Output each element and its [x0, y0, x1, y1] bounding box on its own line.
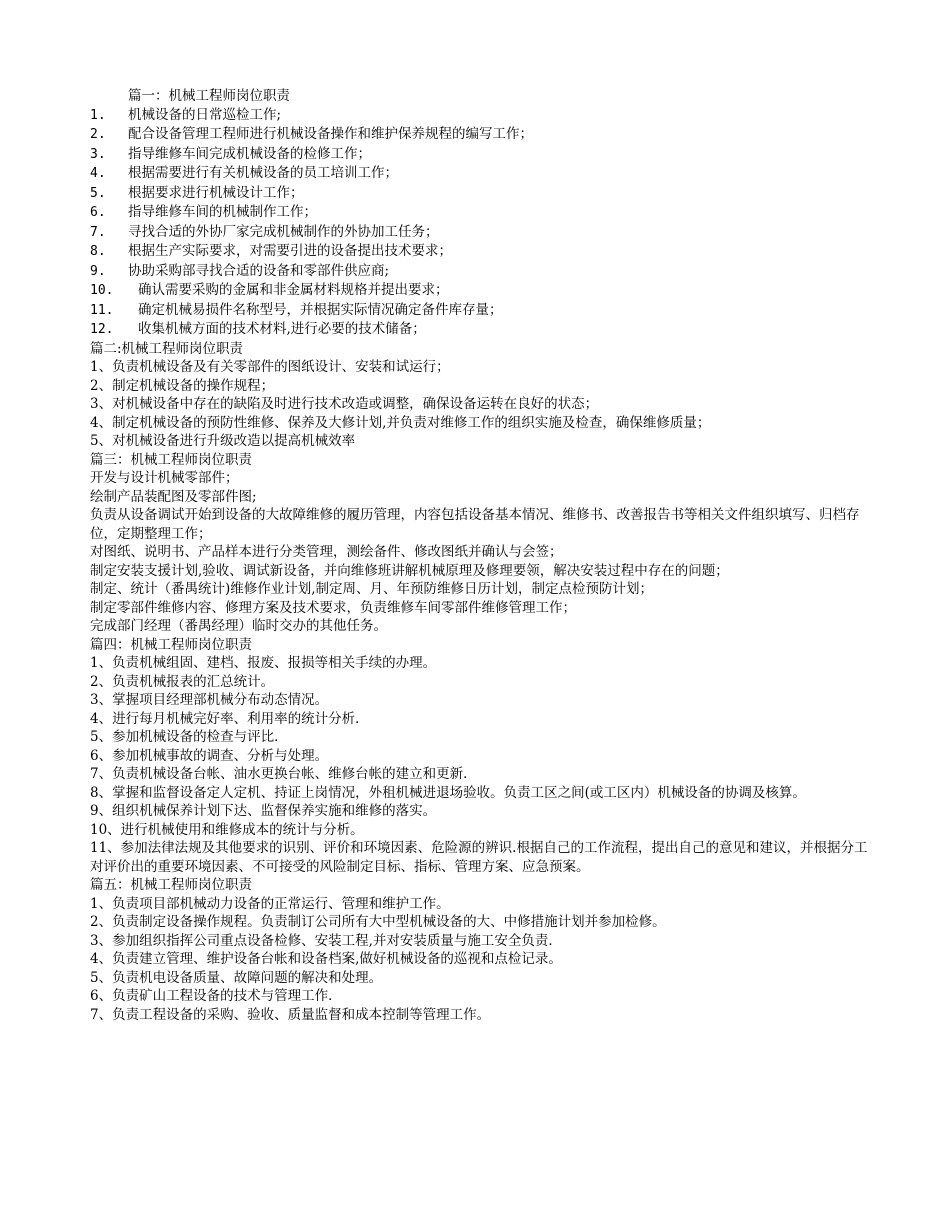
paragraph-line: 8、掌握和监督设备定人定机、持证上岗情况，外租机械进退场验收。负责工区之间(或工区内）机械设备的协调及核算。: [90, 784, 806, 801]
list-item: [90, 301, 870, 321]
item-number: 5.: [90, 185, 106, 201]
paragraph-line: 5、负责机电设备质量、故障问题的解决和处理。: [90, 969, 383, 986]
paragraph-line: 4、制定机械设备的预防性维修、保养及大修计划,并负责对维修工作的组织实施及检查，确保维修质量；: [90, 414, 711, 431]
paragraph-line: 2、制定机械设备的操作规程；: [90, 377, 275, 394]
list-item: [90, 106, 870, 126]
item-number: 12.: [90, 322, 114, 337]
item-text: 根据生产实际要求，对需要引进的设备提出技术要求；: [128, 243, 452, 259]
list-item: [90, 203, 870, 223]
paragraph-line: 4、进行每月机械完好率、利用率的统计分析．: [90, 710, 369, 727]
item-number: 7.: [90, 224, 106, 240]
item-number: 2.: [90, 127, 106, 142]
list-item: [90, 242, 870, 262]
paragraph-line: 7、负责工程设备的采购、验收、质量监督和成本控制等管理工作。: [90, 1006, 491, 1023]
section-title: 篇四：机械工程师岗位职责: [90, 636, 252, 653]
paragraph-line: 9、组织机械保养计划下达、监督保养实施和维修的落实。: [90, 803, 437, 819]
paragraph-line: 对图纸、说明书、产品样本进行分类管理，测绘备件、修改图纸并确认与会签；: [90, 544, 563, 560]
section-title: 篇五：机械工程师岗位职责: [90, 877, 252, 893]
paragraph-line: 1、负责机械组固、建档、报废、报损等相关手续的办理。: [90, 655, 437, 671]
paragraph-line: 1、负责机械设备及有关零部件的图纸设计、安装和试运行；: [90, 359, 450, 375]
list-item: [90, 145, 870, 165]
item-text: 寻找合适的外协厂家完成机械制作的外协加工任务；: [128, 223, 439, 240]
item-text: 协助采购部寻找合适的设备和零部件供应商;: [128, 262, 390, 279]
list-item: [90, 125, 870, 145]
section-title: 篇一：机械工程师岗位职责: [128, 88, 290, 104]
paragraph-line: 完成部门经理（番禺经理）临时交办的其他任务。: [90, 618, 387, 634]
item-number: 10.: [90, 283, 114, 298]
item-text: 指导维修车间的机械制作工作；: [128, 204, 317, 220]
paragraph-line: 绘制产品装配图及零部件图;: [90, 488, 257, 505]
paragraph-line: 制定安装支援计划,验收、调试新设备，并向维修班讲解机械原理及修理要领，解决安装过程中存在的问题；: [90, 562, 729, 579]
list-item: [90, 262, 870, 282]
item-number: 1.: [90, 107, 106, 123]
item-text: 收集机械方面的技术材料,进行必要的技术储备；: [138, 321, 426, 337]
paragraph-line: 5、参加机械设备的检查与评比．: [90, 729, 288, 745]
item-number: 9.: [90, 263, 106, 279]
item-text: 配合设备管理工程师进行机械设备操作和维护保养规程的编写工作；: [128, 126, 533, 142]
paragraph-line: 5、对机械设备进行升级改造以提高机械效率: [90, 433, 356, 449]
paragraph-line: 制定零部件维修内容、修理方案及技术要求，负责维修车间零部件维修管理工作；: [90, 599, 576, 616]
paragraph-line: 1、负责项目部机械动力设备的正常运行、管理和维护工作。: [90, 895, 450, 912]
document-body: [90, 87, 870, 1024]
section-title: 篇二:机械工程师岗位职责: [90, 340, 244, 357]
paragraph-line: 2、负责制定设备操作规程。负责制订公司所有大中型机械设备的大、中修措施计划并参加检修。: [90, 914, 666, 930]
paragraph-line: 6、负责矿山工程设备的技术与管理工作．: [90, 988, 342, 1004]
list-item: [90, 184, 870, 204]
item-text: 根据需要进行有关机械设备的员工培训工作；: [128, 165, 398, 181]
paragraph-line: 3、掌握项目经理部机械分布动态情况。: [90, 692, 329, 708]
paragraph-line: 7、负责机械设备台帐、油水更换台帐、维修台帐的建立和更新．: [90, 766, 477, 782]
item-number: 4.: [90, 166, 106, 181]
item-text: 机械设备的日常巡检工作;: [128, 106, 282, 123]
item-number: 8.: [90, 244, 106, 259]
paragraph-line: 4、负责建立管理、维护设备台帐和设备档案,做好机械设备的巡视和点检记录。: [90, 951, 562, 967]
paragraph-line: 3、参加组织指挥公司重点设备检修、安装工程,并对安装质量与施工安全负责．: [90, 932, 562, 949]
paragraph-line: 制定、统计（番禺统计)维修作业计划,制定周、月、年预防维修日历计划，制定点检预防计划；: [90, 581, 654, 597]
list-item: [90, 320, 870, 340]
paragraph-line: 10、进行机械使用和维修成本的统计与分析。: [90, 821, 364, 838]
section-title: 篇三：机械工程师岗位职责: [90, 451, 252, 468]
item-text: 指导维修车间完成机械设备的检修工作；: [128, 145, 371, 162]
item-number: 11.: [90, 302, 114, 318]
item-text: 确认需要采购的金属和非金属材料规格并提出要求；: [138, 282, 449, 298]
item-number: 6.: [90, 205, 106, 220]
paragraph-line: 2、负责机械报表的汇总统计。: [90, 673, 275, 690]
paragraph-line: 6、参加机械事故的调查、分析与处理。: [90, 747, 329, 764]
paragraph-line: 11、参加法律法规及其他要求的识别、评价和环境因素、危险源的辨识.根据自己的工作流程，提出自己的意见和建议，并根据分工对评价出的重要环境因素、不可接受的风险制定目标、指标、管理方案、应急预案。: [90, 840, 868, 875]
list-item: [90, 223, 870, 243]
paragraph-line: 3、对机械设备中存在的缺陷及时进行技术改造或调整，确保设备运转在良好的状态；: [90, 396, 599, 412]
item-number: 3.: [90, 146, 106, 162]
list-item: [90, 164, 870, 184]
item-text: 确定机械易损件名称型号，并根据实际情况确定备件库存量；: [138, 301, 503, 318]
paragraph-line: 开发与设计机械零部件；: [90, 470, 239, 486]
paragraph-line: 负责从设备调试开始到设备的大故障维修的履历管理，内容包括设备基本情况、维修书、改善报告书等相关文件组织填写、归档存位，定期整理工作；: [90, 507, 860, 542]
list-item: [90, 281, 870, 301]
item-text: 根据要求进行机械设计工作；: [128, 184, 304, 201]
